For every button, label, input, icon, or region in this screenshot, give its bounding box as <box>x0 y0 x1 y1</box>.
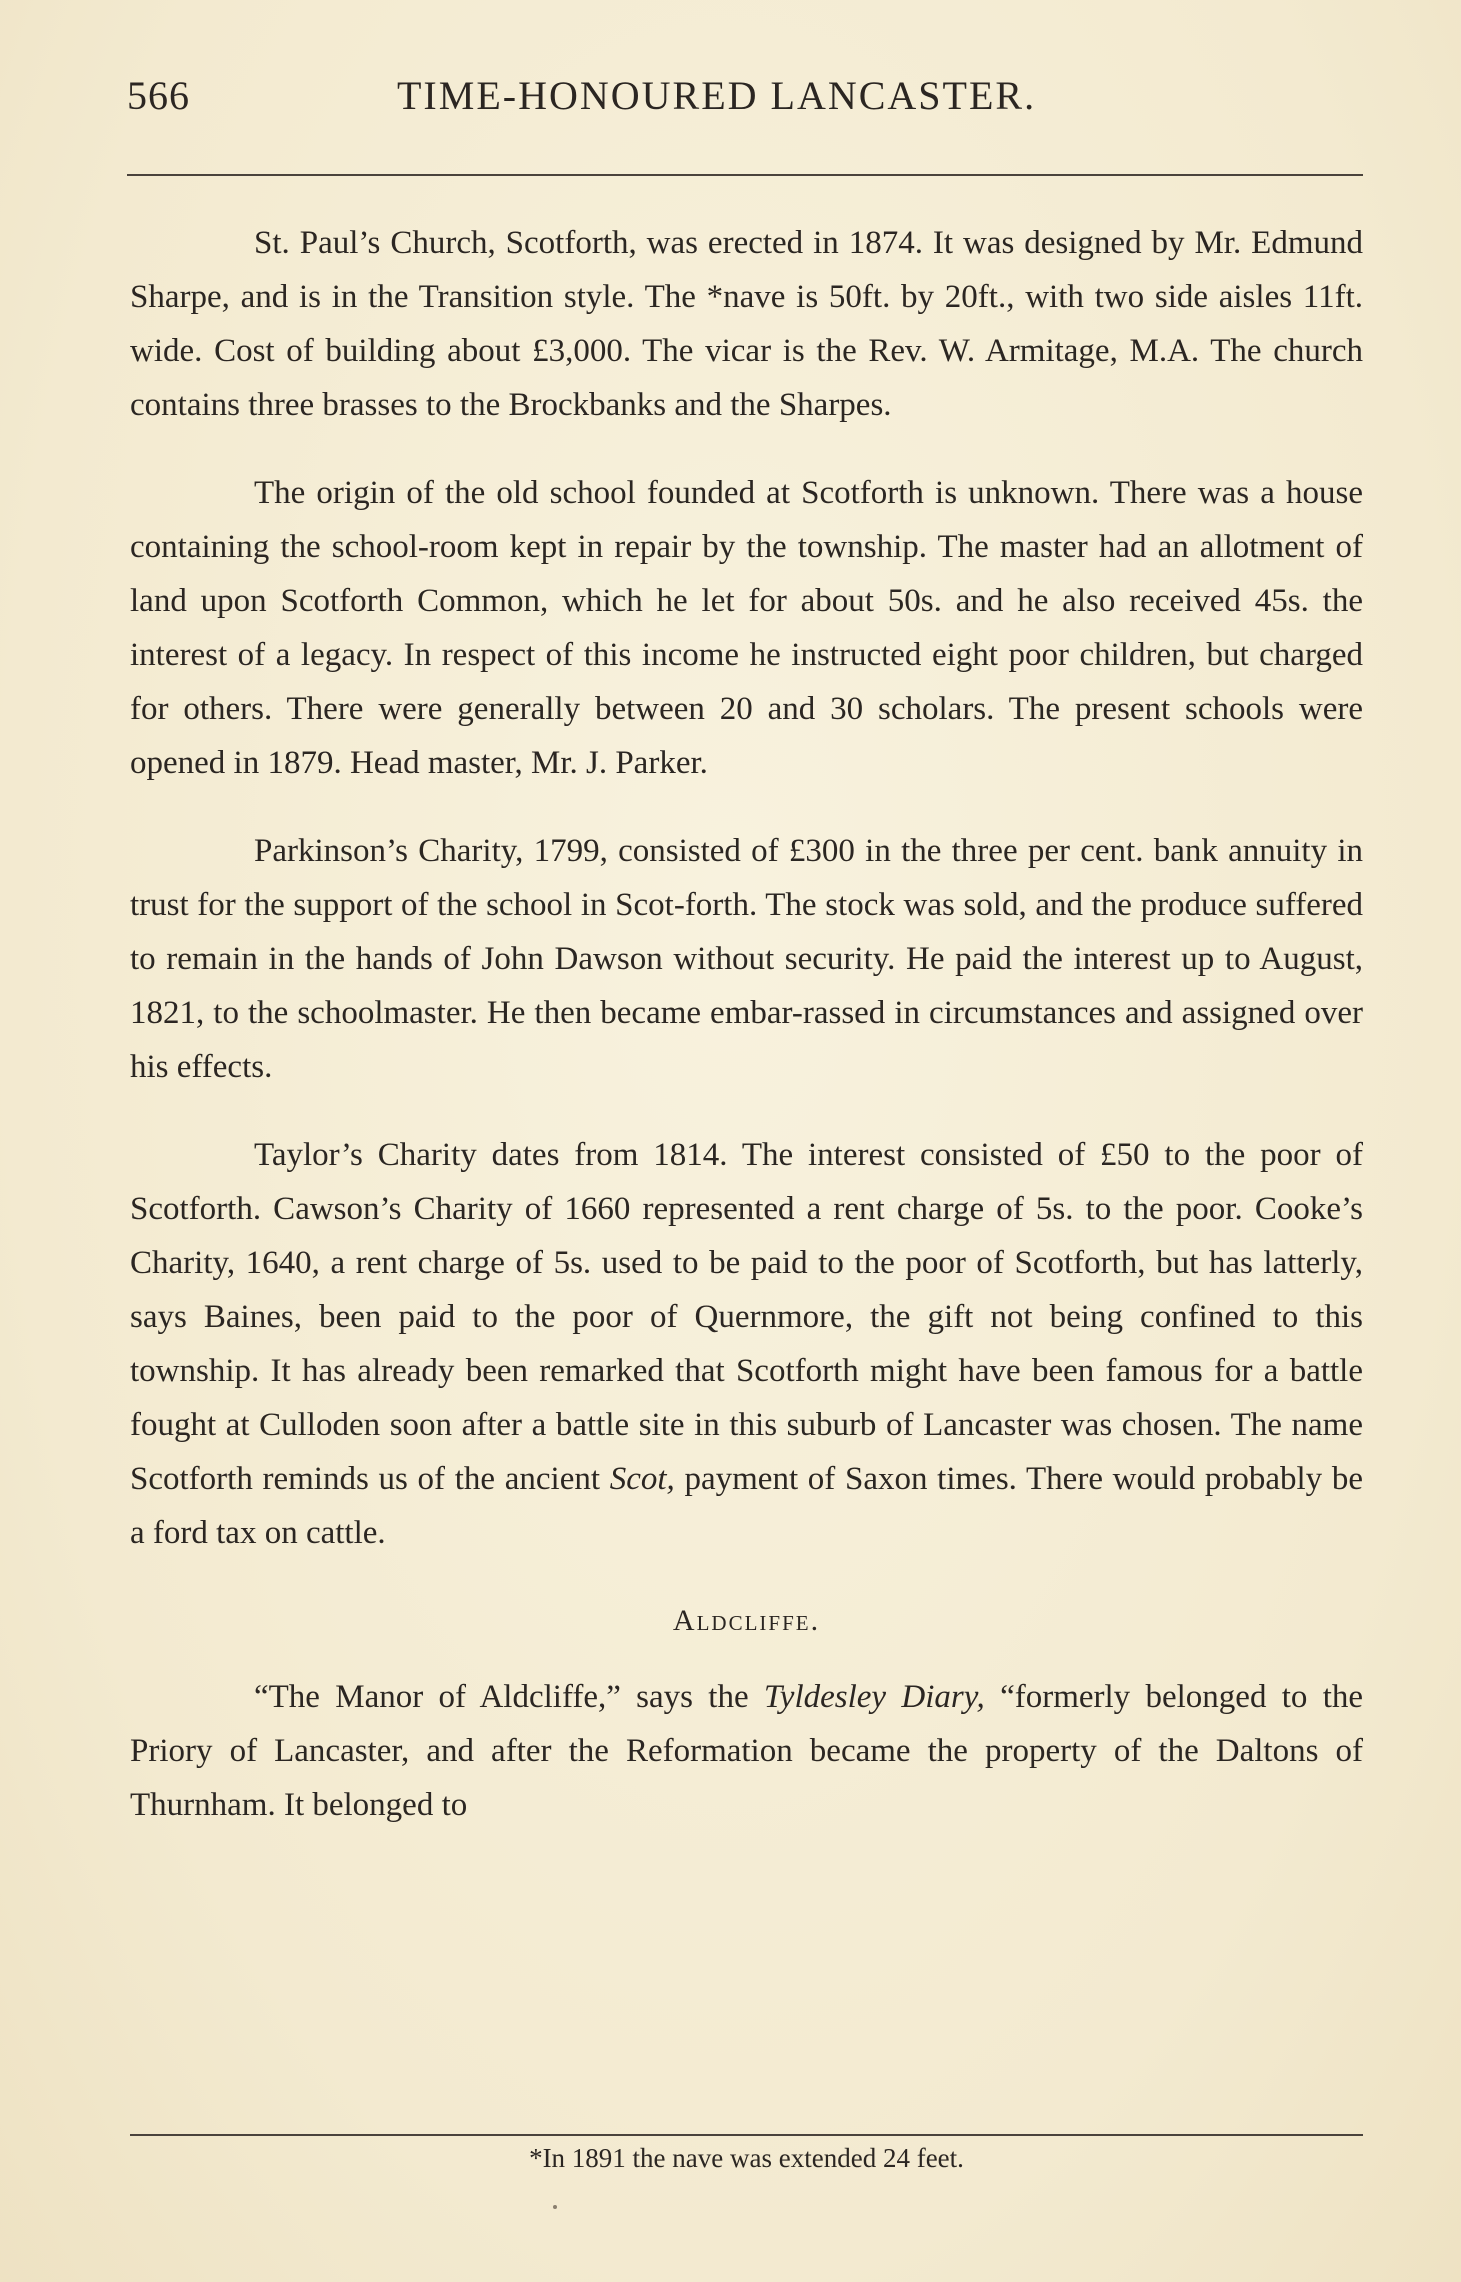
body-text <box>130 216 1363 1832</box>
running-title: TIME-HONOURED LANCASTER. <box>397 73 1037 118</box>
paragraph-text: “formerly belonged to the Priory of Lancaster, and after the Reformation became the property of the Daltons of Thurnham. It belonged to <box>130 1679 1364 1823</box>
paragraph-text: payment of Saxon times. There would probably be a ford tax on cattle. <box>130 1461 1363 1551</box>
running-head <box>127 72 1363 132</box>
paragraph-parkinsons-charity: Parkinson’s Charity, 1799, consisted of £300 in the three per cent. bank annuity in trust for the support of the school in Scot-forth. The stock was sold, and the produce suffered to remain in the hands of John Dawson without security. He paid the interest up to August, 1821, to the schoolmaster. He then became embar-rassed in circumstances and assigned over his effects. <box>130 833 1363 1085</box>
header-rule <box>127 174 1363 176</box>
paragraph-old-school: The origin of the old school founded at Scotforth is unknown. There was a house containing the school-room kept in repair by the township. The master had an allotment of land upon Scotforth Common, which he let for about 50s. and he also received 45s. the interest of a legacy. In respect of this income he instructed eight poor children, but charged for others. There were generally between 20 and 30 scholars. The present schools were opened in 1879. Head master, Mr. J. Parker. <box>130 475 1363 781</box>
paragraph-st-pauls-church: St. Paul’s Church, Scotforth, was erected in 1874. It was designed by Mr. Edmund Sharpe, and is in the Transition style. The *nave is 50ft. by 20ft., with two side aisles 11ft. wide. Cost of building about £3,000. The vicar is the Rev. W. Armitage, M.A. The church contains three brasses to the Brockbanks and the Sharpes. <box>130 225 1363 423</box>
paper-speck <box>553 2205 557 2209</box>
paragraph-text: “The Manor of Aldcliffe,” says the <box>254 1679 764 1715</box>
section-heading: Aldcliffe. <box>672 1604 821 1637</box>
paragraph-aldcliffe-manor <box>130 1670 1363 1832</box>
page-number: 566 <box>127 73 190 118</box>
italic-title: Tyldesley Diary, <box>763 1679 985 1715</box>
italic-term: Scot, <box>609 1461 675 1497</box>
footnote: *In 1891 the nave was extended 24 feet. <box>529 2143 964 2173</box>
paragraph-text: Taylor’s Charity dates from 1814. The interest consisted of £50 to the poor of Scotforth. Cawson’s Charity of 1660 represented a rent charge of 5s. to the poor. Cooke’s Charity, 1640, a rent charge of 5s. used to be paid to the poor of Scotforth, but has latterly, says Baines, been paid to the poor of Quernmore, the gift not being confined to this township. It has already been remarked that Scotforth might have been famous for a battle fought at Culloden soon after a battle site in this suburb of Lancaster was chosen. The name Scotforth reminds us of the ancient <box>130 1137 1363 1497</box>
footnote-rule <box>130 2134 1363 2136</box>
paragraph-taylors-charity <box>130 1128 1363 1560</box>
